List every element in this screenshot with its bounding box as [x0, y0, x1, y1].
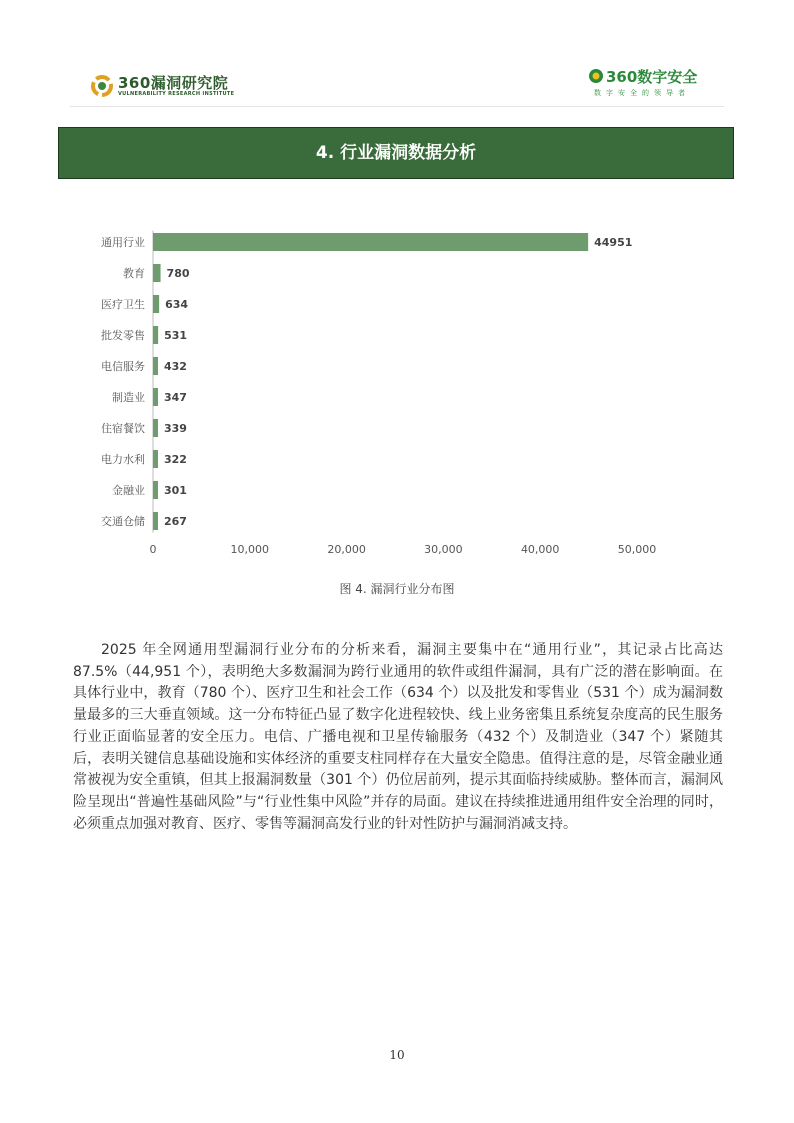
x-tick-label: 30,000	[424, 543, 463, 556]
institute-logo-icon	[90, 74, 114, 98]
value-label: 531	[164, 329, 188, 342]
industry-distribution-chart	[0, 220, 794, 570]
institute-name: 360漏洞研究院	[118, 74, 229, 92]
value-label: 339	[164, 422, 187, 435]
bar-7	[153, 450, 158, 468]
page-header	[0, 0, 794, 110]
value-label: 44951	[594, 236, 633, 249]
x-tick-label: 10,000	[230, 543, 270, 556]
bar-0	[153, 233, 588, 251]
bar-1	[153, 264, 161, 282]
header-divider	[70, 106, 724, 107]
institute-subtitle: VULNERABILITY RESEARCH INSTITUTE	[118, 91, 235, 97]
value-label: 301	[164, 484, 187, 497]
category-label: 批发零售	[101, 329, 145, 342]
digital-security-slogan: 数字安全的领导者	[594, 89, 690, 97]
x-tick-label: 50,000	[617, 543, 657, 556]
category-label: 医疗卫生	[101, 298, 145, 311]
bar-5	[153, 388, 158, 406]
figure-caption: 图 4. 漏洞行业分布图	[339, 582, 455, 596]
bar-4	[153, 357, 158, 375]
value-label: 267	[164, 515, 187, 528]
x-tick-label: 20,000	[327, 543, 366, 556]
section-banner	[58, 127, 734, 179]
category-label: 住宿餐饮	[101, 422, 145, 435]
category-label: 通用行业	[101, 236, 145, 249]
vulnerability-institute-logo	[90, 72, 240, 102]
bar-9	[153, 512, 158, 530]
page-number: 10	[389, 1048, 405, 1062]
value-label: 634	[165, 298, 189, 311]
category-label: 制造业	[112, 391, 145, 404]
x-tick-label: 40,000	[520, 543, 560, 556]
x-tick-label: 0	[149, 543, 157, 556]
value-label: 347	[164, 391, 187, 404]
analysis-paragraph: 2025 年全网通用型漏洞行业分布的分析来看，漏洞主要集中在“通用行业”，其记录占比高达 87.5%（44,951 个），表明绝大多数漏洞为跨行业通用的软件或组件漏洞，具有广泛的潜在影响面。在具体行业中，教育（780 个）、医疗卫生和社会工作（634 个）以及批发和零售业（531 个）成为漏洞数量最多的三大垂直领域。这一分布特征凸显了数字化进程较快、线上业务密集且系统复杂度高的民生服务行业正面临显著的安全压力。电信、广播电视和卫星传输服务（432 个）及制造业（347 个）紧随其后，表明关键信息基础设施和实体经济的重要支柱同样存在大量安全隐患。值得注意的是，尽管金融业通常被视为安全重镇，但其上报漏洞数量（301 个）仍位居前列，提示其面临持续威胁。整体而言，漏洞风险呈现出“普遍性基础风险”与“行业性集中风险”并存的局面。建议在持续推进通用组件安全治理的同时，必须重点加强对教育、医疗、零售等漏洞高发行业的针对性防护与漏洞消减支持。	[73, 642, 723, 832]
bar-8	[153, 481, 158, 499]
digital-security-logo-icon	[588, 68, 604, 84]
value-label: 322	[164, 453, 187, 466]
bar-6	[153, 419, 158, 437]
category-label: 金融业	[112, 484, 145, 497]
category-label: 教育	[123, 267, 145, 280]
category-label: 电信服务	[101, 360, 145, 373]
value-label: 432	[164, 360, 187, 373]
value-label: 780	[166, 267, 190, 280]
bar-3	[153, 326, 158, 344]
digital-security-name: 360数字安全	[606, 68, 698, 86]
category-label: 电力水利	[101, 453, 145, 466]
digital-security-logo	[588, 66, 708, 100]
section-title: 4. 行业漏洞数据分析	[315, 143, 477, 163]
category-label: 交通仓储	[101, 515, 145, 528]
bar-2	[153, 295, 159, 313]
